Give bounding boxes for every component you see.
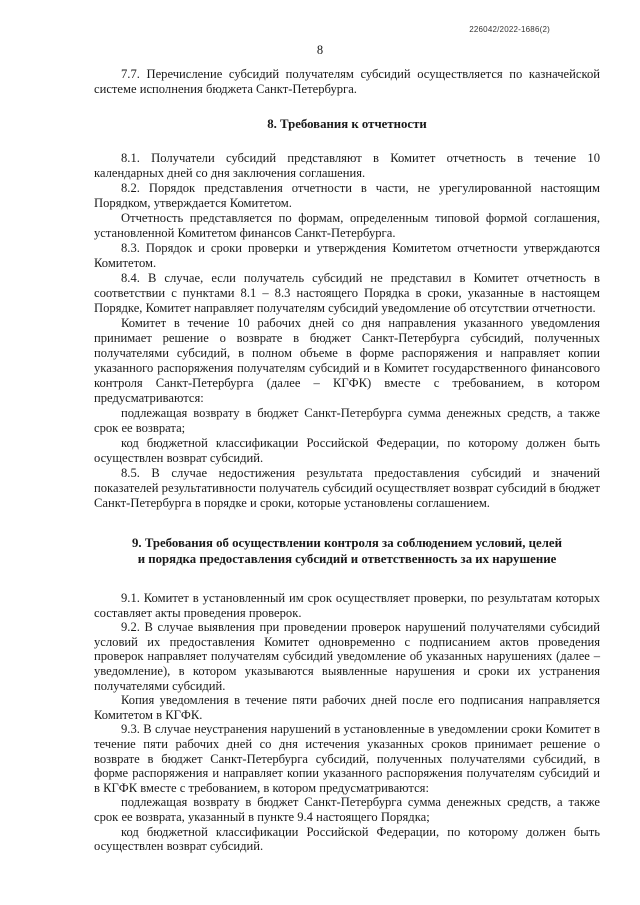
paragraph-8-4-budget-code: код бюджетной классификации Российской Федерации, по которому должен быть осуществлен возврат субсидий. bbox=[94, 436, 600, 465]
section-8-heading: 8. Требования к отчетности bbox=[267, 117, 427, 131]
document-registration-number: 226042/2022-1686(2) bbox=[469, 25, 550, 34]
paragraph-8-5: 8.5. В случае недостижения результата предоставления субсидий и значений показателей результативности получатель субсидий осуществляет возврат субсидий в бюджет Санкт-Петербурга в порядке и сроки, которые установлены соглашением. bbox=[94, 466, 600, 510]
paragraph-9-3: 9.3. В случае неустранения нарушений в установленные в уведомлении сроки Комитет в течение пяти рабочих дней со дня истечения указанных сроков принимает решение о возврате в бюджет Санкт-Петербурга субсидий, полученных получателями субсидий, в форме распоряжения и направляет копии указанного распоряжения получателям субсидий и в КГФК вместе с требованием, в котором предусматриваются: bbox=[94, 722, 600, 795]
section-9-heading-line-1: 9. Требования об осуществлении контроля за соблюдением условий, целей bbox=[132, 536, 562, 550]
paragraph-8-2-forms: Отчетность представляется по формам, определенным типовой формой соглашения, установленной Комитетом финансов Санкт-Петербурга. bbox=[94, 211, 600, 240]
paragraph-8-1: 8.1. Получатели субсидий представляют в Комитет отчетность в течение 10 календарных дней со дня заключения соглашения. bbox=[94, 151, 600, 180]
document-body bbox=[94, 67, 600, 854]
paragraph-9-3-amount: подлежащая возврату в бюджет Санкт-Петербурга сумма денежных средств, а также срок ее возврата, указанный в пункте 9.4 настоящего Порядка; bbox=[94, 795, 600, 824]
paragraph-8-4-decision: Комитет в течение 10 рабочих дней со дня направления указанного уведомления принимает решение о возврате в бюджет Санкт-Петербурга субсидий, полученных получателями субсидий, в полном объеме в форме распоряжения и направляет копии указанного распоряжения получателям субсидий и в Комитет государственного финансового контроля Санкт-Петербурга (далее – КГФК) вместе с требованием, в котором предусматриваются: bbox=[94, 316, 600, 405]
paragraph-8-4: 8.4. В случае, если получатель субсидий не представил в Комитет отчетность в соответствии с пунктами 8.1 – 8.3 настоящего Порядка в сроки, указанные в настоящем Порядке, Комитет направляет получателям субсидий уведомление об отсутствии отчетности. bbox=[94, 271, 600, 315]
paragraph-9-1: 9.1. Комитет в установленный им срок осуществляет проверки, по результатам которых составляет акты проведения проверок. bbox=[94, 591, 600, 620]
paragraph-8-3: 8.3. Порядок и сроки проверки и утверждения Комитетом отчетности утверждаются Комитетом. bbox=[94, 241, 600, 270]
paragraph-8-4-amount: подлежащая возврату в бюджет Санкт-Петербурга сумма денежных средств, а также срок ее возврата; bbox=[94, 406, 600, 435]
paragraph-9-3-budget-code: код бюджетной классификации Российской Федерации, по которому должен быть осуществлен возврат субсидий. bbox=[94, 824, 600, 854]
paragraph-8-2: 8.2. Порядок представления отчетности в части, не урегулированной настоящим Порядком, утверждается Комитетом. bbox=[94, 181, 600, 210]
paragraph-9-2-copy: Копия уведомления в течение пяти рабочих дней после его подписания направляется Комитетом в КГФК. bbox=[94, 693, 600, 722]
page-number: 8 bbox=[316, 43, 324, 57]
paragraph-9-2: 9.2. В случае выявления при проведении проверок нарушений получателями субсидий условий их предоставления Комитет одновременно с подписанием актов проведения проверок направляет получателям субсидий уведомление об указанных нарушениях (далее – уведомление), в котором указываются выявленные нарушения и сроки их устранения получателями субсидий. bbox=[94, 620, 600, 693]
paragraph-7-7: 7.7. Перечисление субсидий получателям субсидий осуществляется по казначейской системе исполнения бюджета Санкт-Петербурга. bbox=[94, 67, 600, 96]
section-9-heading-line-2: и порядка предоставления субсидий и ответственность за их нарушение bbox=[137, 552, 557, 566]
